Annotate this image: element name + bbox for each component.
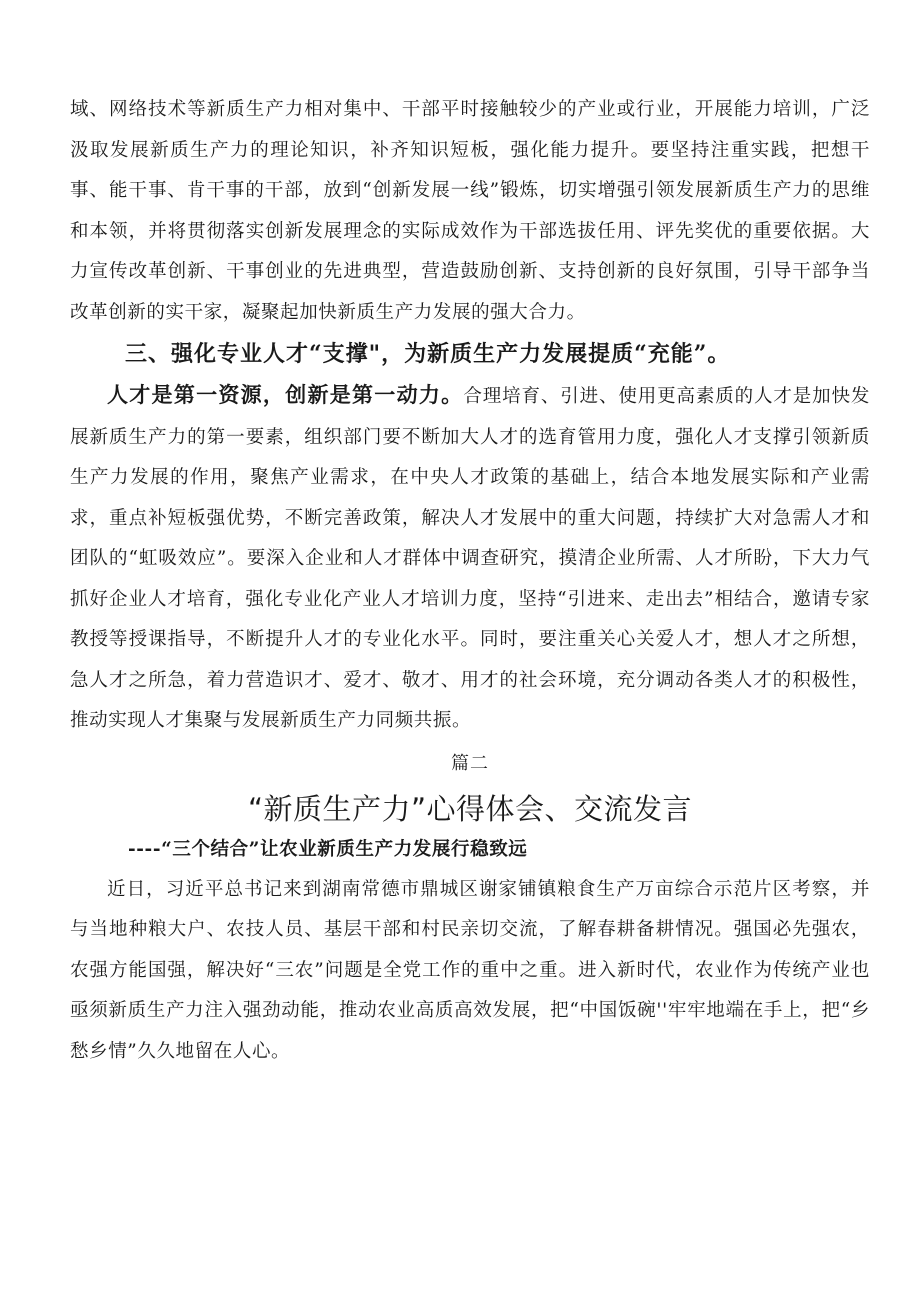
document-page [70,90,870,1072]
part-two-intro-paragraph: 近日，习近平总书记来到湖南常德市鼎城区谢家铺镇粮食生产万亩综合示范片区考察，并与当地种粮大户、农技人员、基层干部和村民亲切交流，了解春耕备耕情况。强国必先强农，农强方能国强，解决好“三农”问题是全党工作的重中之重。进入新时代，农业作为传统产业也亟须新质生产力注入强劲动能，推动农业高质高效发展，把“中国饭碗''牢牢地端在手上，把“乡愁乡情”久久地留在人心。 [70,878,870,1062]
part-two-title: “新质生产力”心得体会、交流发言 [247,791,693,826]
section-three-body-text: 合理培育、引进、使用更高素质的人才是加快发展新质生产力的第一要素，组织部门要不断加大人才的选育管用力度，强化人才支撑引领新质生产力发展的作用，聚焦产业需求，在中央人才政策的基础上，结合本地发展实际和产业需求，重点补短板强优势，不断完善政策，解决人才发展中的重大问题，持续扩大对急需人才和团队的“虹吸效应”。要深入企业和人才群体中调查研究，摸清企业所需、人才所盼，下大力气抓好企业人才培育，强化专业化产业人才培训力度，坚持“引进来、走出去”相结合，邀请专家教授等授课指导，不断提升人才的专业化水平。同时，要注重关心关爱人才，想人才之所想，急人才之所急，着力营造识才、爱才、敬才、用才的社会环境，充分调动各类人才的积极性，推动实现人才集聚与发展新质生产力同频共振。 [70,386,871,731]
section-three-lead-sentence: 人才是第一资源，创新是第一动力。 [107,382,464,407]
section-three-heading: 三、强化专业人才“支撑"，为新质生产力发展提质“充能”。 [125,341,731,367]
body-paragraph-continuation: 域、网络技术等新质生产力相对集中、干部平时接触较少的产业或行业，开展能力培训，广泛汲取发展新质生产力的理论知识，补齐知识短板，强化能力提升。要坚持注重实践，把想干事、能干事、肯干事的干部，放到“创新发展一线”锻炼，切实增强引领发展新质生产力的思维和本领，并将贯彻落实创新发展理念的实际成效作为干部选拔任用、评先奖优的重要依据。大力宣传改革创新、干事创业的先进典型，营造鼓励创新、支持创新的良好氛围，引导干部争当改革创新的实干家，凝聚起加快新质生产力发展的强大合力。 [70,99,870,323]
section-three-paragraph [70,375,870,742]
part-two-label: 篇二 [451,752,489,774]
part-two-subtitle: ----“三个结合”让农业新质生产力发展行稳致远 [128,838,528,860]
